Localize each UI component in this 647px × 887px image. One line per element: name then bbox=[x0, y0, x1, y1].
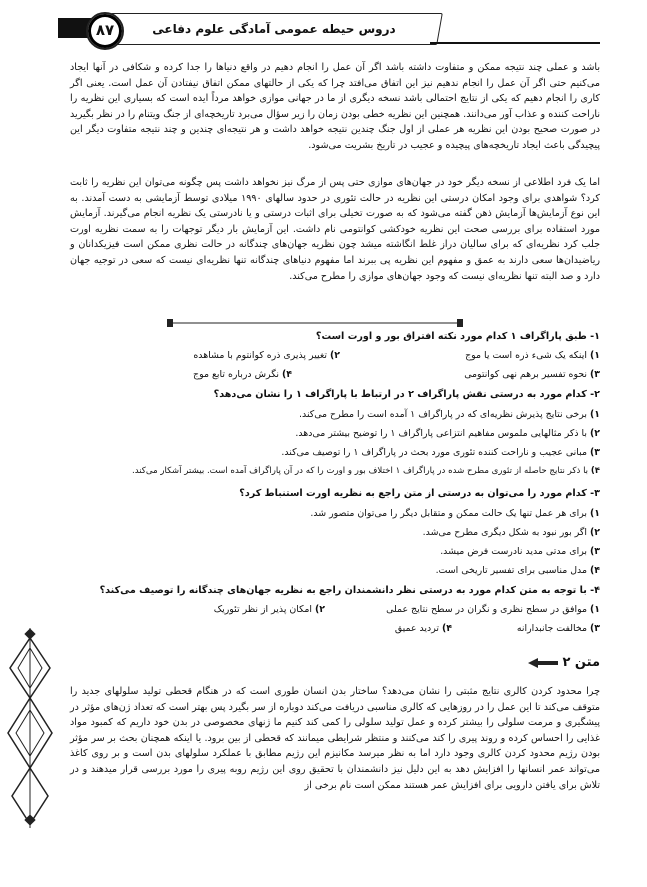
q2-option-3-number: ۳) bbox=[589, 447, 600, 458]
q2-option-3-text: مبانی عجیب و ناراحت کننده تئوری مورد بحث در پاراگراف ۱ را توصیف می‌کند. bbox=[281, 447, 587, 458]
q2-option-2[interactable] bbox=[295, 428, 600, 439]
q4-option-2-number: ۲) bbox=[314, 604, 325, 615]
paragraph-2: اما یک فرد اطلاعی از نسخه دیگر خود در جهان‌های موازی حتی پس از مرگ نیز نخواهد داشت پس چگونه می‌توان این نظریه را ثابت کرد؟ شواهدی برای وجود امکان درستی این نظریه در حالت تئوری در حدود سالهای ۱۹۹۰ میلادی توسط آزمایشی به دست آمدند. به این نوع آزمایش‌ها آزمایش ذهن گفته می‌شود که به صورت تخیلی برای اثبات درستی و یا نادرستی یک نظریه انجام می‌گیرند. آزمایش مورد استفاده برای بررسی صحت این نظریه خودکشی کوانتومی نام داشت. این آزمایش بار دیگر توجهات را به سمت نظریه اورت جلب کرد نظریه‌ای که برای سالیان دراز غلط انگاشته میشد چون نظریه جهان‌های چندگانه در حالت نظری ممکن است فیزیکدانان و ریاضیدان‌ها سعی دارند به عمق و مفهوم این نظریه پی ببرند اما مفهوم دنیاهای چندگانه تنها نظریه‌ای نیست که سعی در توجیه جهان دارد و صد البته تنها نظریه‌ای نیست که وجود جهان‌های موازی را مطرح می‌کند. bbox=[70, 177, 600, 282]
q3-option-1[interactable] bbox=[310, 508, 600, 519]
section-divider bbox=[165, 318, 465, 328]
q4-option-4-number: ۴) bbox=[441, 623, 452, 634]
q1-option-3-text: نحوه تفسیر برهم نهی کوانتومی bbox=[464, 369, 587, 380]
q3-option-4-text: مدل مناسبی برای تفسیر تاریخی است. bbox=[435, 565, 587, 576]
header-title-box bbox=[105, 13, 443, 45]
question-3: ۳- کدام مورد را می‌توان به درستی از متن راجع به نظریه اورت استنباط کرد؟ bbox=[239, 488, 600, 499]
q2-option-2-text: با ذکر مثالهایی ملموس مفاهیم انتزاعی پاراگراف ۱ را توضیح بیشتر می‌دهد. bbox=[295, 428, 587, 439]
q3-option-3-number: ۳) bbox=[589, 546, 600, 557]
q3-option-1-text: برای هر عمل تنها یک حالت ممکن و متقابل دیگر را می‌توان متصور شد. bbox=[310, 508, 587, 519]
q1-option-4-text: نگرش درباره تابع موج bbox=[193, 369, 279, 380]
q4-option-3-number: ۳) bbox=[589, 623, 600, 634]
q2-option-2-number: ۲) bbox=[589, 428, 600, 439]
q1-option-3-number: ۳) bbox=[589, 369, 600, 380]
q3-option-2[interactable] bbox=[423, 527, 600, 538]
text-2-title: متن ۲ bbox=[562, 655, 600, 670]
question-4: ۴- با توجه به متن کدام مورد به درستی نظر دانشمندان راجع به نظریه جهان‌های چندگانه را توصیف می‌کند؟ bbox=[99, 585, 600, 596]
q3-option-4[interactable] bbox=[436, 565, 600, 576]
q3-option-2-text: اگر بور نبود به شکل دیگری مطرح می‌شد. bbox=[422, 527, 587, 538]
q1-option-3[interactable] bbox=[464, 369, 600, 380]
q1-option-2[interactable] bbox=[193, 350, 340, 361]
q2-option-4[interactable] bbox=[132, 466, 600, 476]
decorative-ornament bbox=[4, 628, 56, 828]
paragraph-3: چرا محدود کردن کالری نتایج مثبتی را نشان می‌دهد؟ ساختار بدن انسان طوری است که در هنگام قحطی تولید سلولهای جدید را متوقف می‌کند تا این عمل را در روزهایی که کالری مناسبی دریافت می‌کند دوباره از سر بگیرد پس بهتر است که تعداد ژن‌های مؤثر در پیشگیری و مرمت سلولی را بیشتر کرده و عمل تولید سلولی را کمی کند کنیم ما ژنهای مخصوصی در بدن خود داریم که کمبود مواد غذایی را احساس کرده و روند پیری را کند می‌کنند و منتظر شرایطی میمانند که قحطی از بین برود. یا اینکه همچنان بحث بر سر مؤثر بودن رژیم محدود کردن کالری وجود دارد اما به نظر میرسد مکانیزم این رژیم مطابق با عملکرد سلولهای بدن است و بر روی کاغذ می‌تواند عمر انسانها را افزایش دهد به این دلیل نیز دانشمندان با تحقیق روی این رژیم روبه پیری را مورد بررسی قرار میدهند و در تلاش برای یافتن دارویی برای افزایش عمر هستند ممکن است نام برخی از bbox=[70, 686, 600, 791]
q4-option-2[interactable] bbox=[214, 604, 325, 615]
q1-option-2-text: تغییر پذیری ذره کوانتوم با مشاهده bbox=[193, 350, 327, 361]
q1-option-1[interactable] bbox=[465, 350, 600, 361]
q1-option-4-number: ۴) bbox=[281, 369, 292, 380]
q2-option-4-number: ۴) bbox=[590, 466, 600, 476]
q4-option-1-text: موافق در سطح نظری و نگران در سطح نتایج عملی bbox=[386, 604, 587, 615]
question-2: ۲- کدام مورد به درستی نقش پاراگراف ۲ در ارتباط با پاراگراف ۱ را نشان می‌دهد؟ bbox=[213, 389, 600, 400]
q3-option-4-number: ۴) bbox=[589, 565, 600, 576]
q2-option-3[interactable] bbox=[281, 447, 600, 458]
q2-option-1[interactable] bbox=[299, 409, 600, 420]
page-number-badge bbox=[86, 12, 124, 50]
q1-option-2-number: ۲) bbox=[329, 350, 340, 361]
q1-option-1-number: ۱) bbox=[589, 350, 600, 361]
q4-option-4[interactable] bbox=[395, 623, 452, 634]
q3-option-2-number: ۲) bbox=[589, 527, 600, 538]
q4-option-3[interactable] bbox=[517, 623, 600, 634]
text-2-heading bbox=[520, 655, 600, 675]
q2-option-1-number: ۱) bbox=[589, 409, 600, 420]
header-rule bbox=[430, 42, 600, 44]
arrow-icon bbox=[528, 658, 558, 668]
q4-option-3-text: مخالفت جانبدارانه bbox=[516, 623, 587, 634]
paragraph-1: باشد و عملی چند نتیجه ممکن و متفاوت داشته باشد اگر آن عمل را انجام دهیم در واقع دنیاها را جدا کرده و شکافی در آنها ایجاد می‌کنیم حتی اگر آن عمل را انجام ندهیم نیز این اتفاق می‌افتد چرا که یکی از حالتهای ممکن اتفاق نیفتادن آن عمل است. یعنی اگر کاری را انجام دهیم که یکی از نتایج احتمالی باشد نسخه دیگری از ما در جهانی موازی خواهد مرداً ایده است که بسیاری این نظریه را ناراحت کننده و عذاب آور می‌دانند. همچنین این نظریه خطی بودن زمان را زیر سؤال می‌برد تاریخچه‌ای از جنگ ویتنام را در نظر بگیرید در صورت صحیح بودن این نظریه هر عملی از اول جنگ چندین نتیجه خواهد داشت و هر نتیجه‌ای چندین و چند نتیجه متفاوت دیگر این پیچیدگی باعث ایجاد تاریخچه‌های پیچیده و عجیب در تاریخ بشریت می‌شود. bbox=[70, 62, 600, 151]
q4-option-1[interactable] bbox=[386, 604, 600, 615]
q1-option-1-text: اینکه یک شیء ذره است یا موج bbox=[465, 350, 587, 361]
q3-option-1-number: ۱) bbox=[589, 508, 600, 519]
q4-option-4-text: تردید عمیق bbox=[394, 623, 439, 634]
q3-option-3-text: برای مدتی مدید نادرست فرض میشد. bbox=[440, 546, 587, 557]
q2-option-4-text: با ذکر نتایج حاصله از تئوری مطرح شده در پاراگراف ۱ اختلاف بور و اورت را که در آن پاراگراف آمده است. بیشتر آشکار می‌کند. bbox=[131, 466, 589, 476]
question-1: ۱- طبق پاراگراف ۱ کدام مورد نکته افتراق بور و اورت است؟ bbox=[315, 331, 600, 342]
page-header-title: دروس حیطه عمومی آمادگی علوم دفاعی bbox=[152, 22, 396, 36]
page-number: ۸۷ bbox=[95, 21, 115, 39]
q4-option-1-number: ۱) bbox=[589, 604, 600, 615]
q4-option-2-text: امکان پذیر از نظر تئوریک bbox=[213, 604, 312, 615]
q1-option-4[interactable] bbox=[193, 369, 292, 380]
q3-option-3[interactable] bbox=[440, 546, 600, 557]
q2-option-1-text: برخی نتایج پذیرش نظریه‌ای که در پاراگراف ۱ آمده است را مطرح می‌کند. bbox=[299, 409, 587, 420]
